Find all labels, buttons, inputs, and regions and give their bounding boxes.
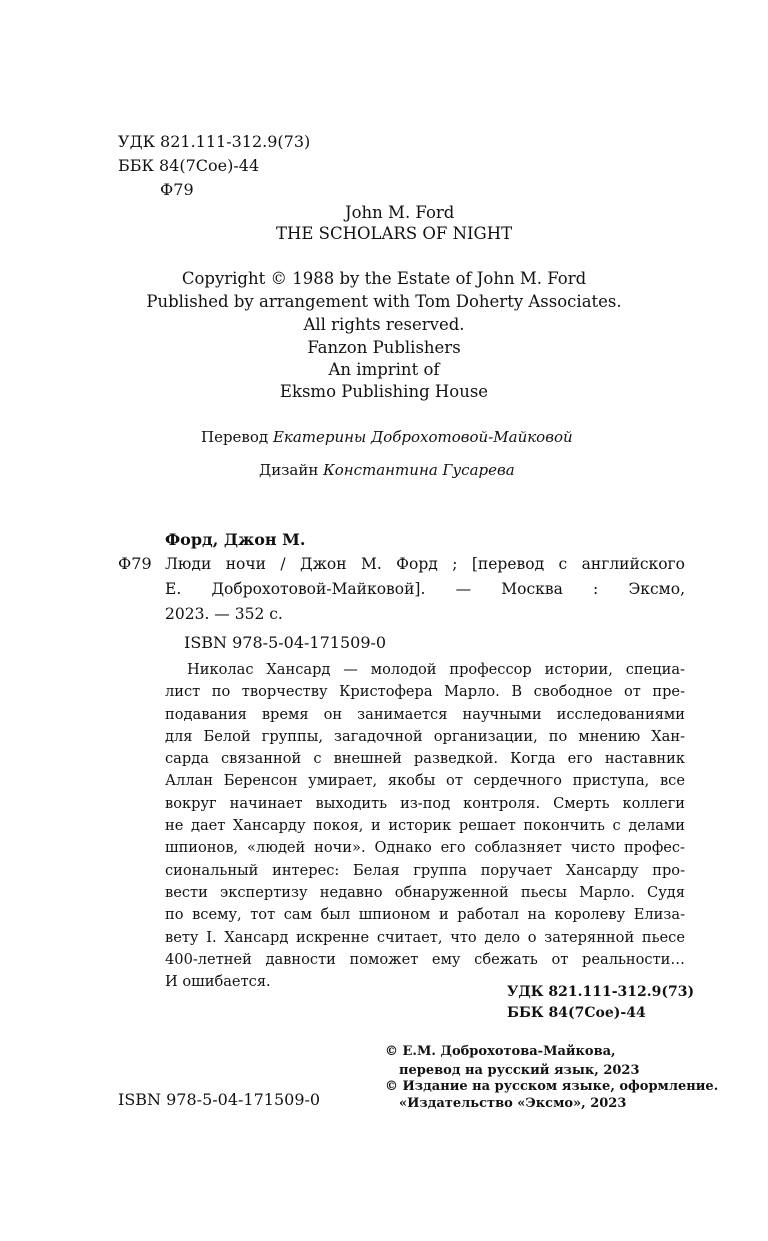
annotation-line: вокруг начинает выходить из-под контроля. Смерть коллеги	[165, 794, 685, 812]
catalog-heading: Форд, Джон М.	[165, 530, 306, 549]
annotation-line: по всему, тот сам был шпионом и работал на королеву Елиза-	[165, 906, 685, 924]
rights-line: перевод на русский язык, 2023	[399, 1063, 640, 1078]
design-label: Дизайн	[259, 461, 319, 479]
annotation-line: не дает Хансарду покоя, и историк решает покончить с делами	[165, 817, 685, 835]
copyright-line: Eksmo Publishing House	[279, 382, 489, 401]
catalog-sign: Ф79	[118, 554, 152, 573]
copyright-line: Published by arrangement with Tom Doherty Associates.	[146, 292, 622, 311]
translator-name: Екатерины Доброхотовой-Майковой	[272, 428, 573, 446]
bbk-code: ББК 84(7Сое)-44	[118, 156, 260, 175]
catalog-entry-line: 2023. — 352 с.	[165, 605, 283, 623]
annotation-line: вести экспертизу недавно обнаруженной пьесы Марло. Судя	[165, 883, 685, 901]
annotation-line: подавания время он занимается научными исследованиями	[165, 705, 685, 723]
design-credit	[259, 460, 515, 480]
translation-label: Перевод	[201, 428, 269, 446]
annotation-line: вету I. Хансард искренне считает, что дело о затерянной пьесе	[165, 928, 685, 946]
translation-credit	[201, 427, 573, 447]
copyright-line: An imprint of	[328, 360, 440, 379]
udk-code: УДК 821.111-312.9(73)	[118, 132, 311, 151]
bottom-isbn: ISBN 978-5-04-171509-0	[118, 1090, 321, 1109]
rights-line: «Издательство «Эксмо», 2023	[399, 1096, 627, 1111]
annotation-line: лист по творчеству Кристофера Марло. В свободное от пре-	[165, 683, 685, 701]
copyright-line: Fanzon Publishers	[307, 338, 461, 357]
bottom-bbk: ББК 84(7Сое)-44	[507, 1005, 646, 1021]
annotation-line: сарда связанной с внешней разведкой. Когда его наставник	[165, 750, 685, 768]
original-author: John M. Ford	[345, 203, 455, 222]
original-title: THE SCHOLARS OF NIGHT	[276, 224, 513, 243]
designer-name: Константина Гусарева	[323, 461, 515, 479]
annotation-line: для Белой группы, загадочной организации, по мнению Хан-	[165, 727, 685, 745]
annotation-line: 400-летней давности поможет ему сбежать от реальности…	[165, 950, 685, 968]
catalog-isbn: ISBN 978-5-04-171509-0	[184, 633, 387, 652]
bottom-udk: УДК 821.111-312.9(73)	[507, 984, 695, 1000]
annotation-line: Аллан Беренсон умирает, якобы от сердечного приступа, все	[165, 772, 685, 790]
copyright-line: All rights reserved.	[303, 315, 465, 334]
catalog-entry-line: Люди ночи / Джон М. Форд ; [перевод с английского	[165, 555, 685, 573]
author-sign: Ф79	[160, 180, 194, 199]
annotation-line: И ошибается.	[165, 973, 271, 991]
annotation	[165, 659, 685, 993]
rights-line: © Е.М. Доброхотова-Майкова,	[385, 1044, 616, 1059]
annotation-line: сиональный интерес: Белая группа поручает Хансарду про-	[165, 861, 685, 879]
annotation-line: Николас Хансард — молодой профессор истории, специа-	[187, 661, 685, 678]
rights-line: © Издание на русском языке, оформление.	[385, 1079, 719, 1094]
catalog-entry-line: Е. Доброхотовой-Майковой]. — Москва : Эксмо,	[165, 580, 685, 598]
annotation-line: шпионов, «людей ночи». Однако его соблазняет чисто профес-	[165, 839, 685, 857]
copyright-line: Copyright © 1988 by the Estate of John M. Ford	[181, 269, 587, 288]
